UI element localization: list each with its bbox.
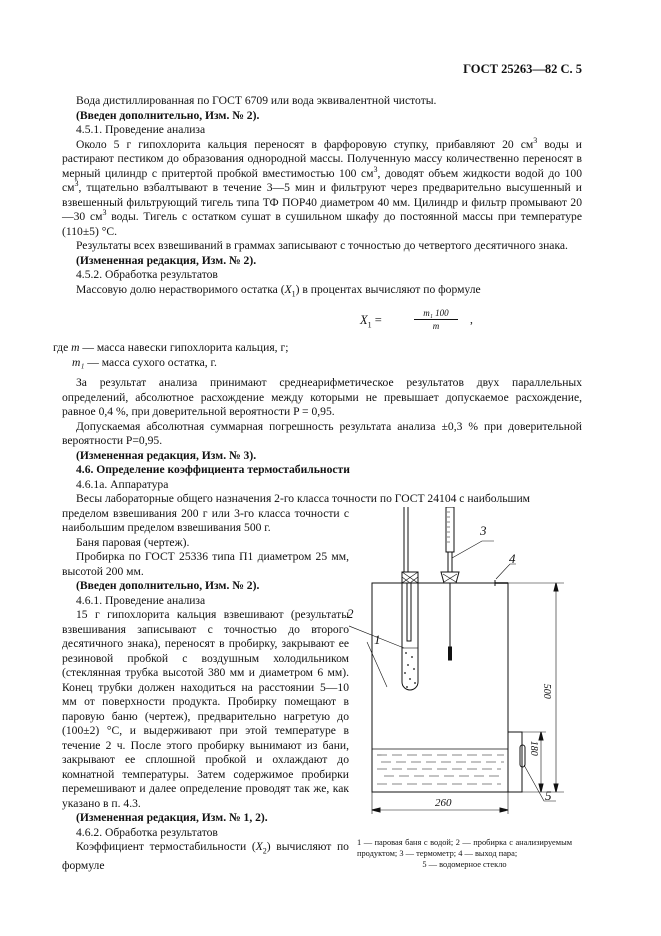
- paragraph: [62, 135, 583, 240]
- text: , тщательно взбалтывают в течение 3—5 мин и фильтруют через предварительно высушенный и взвешенный фильтрующий тигель типа ТФ ПОР40 диаметром 40 мм. Цилиндр и фильтр промывают 20—30 см: [62, 181, 582, 223]
- subscript: 1: [291, 288, 296, 298]
- text: Около 5 г гипохлорита кальция переносят в фарфоровую ступку, прибавляют 20 см: [76, 137, 534, 151]
- dimension-260: 260: [435, 796, 452, 809]
- section-heading: 4.6. Определение коэффициента термостабильности: [76, 463, 350, 477]
- text: Коэффициент термостабильности (: [76, 840, 256, 854]
- text: воды и растирают пестиком до образования однородной массы. Полученную массу количественно переносят в мерный цилиндр с притертой пробкой вместимостью 100 см: [62, 137, 582, 180]
- sub: 1: [367, 320, 372, 330]
- steam-bath-figure: [347, 507, 582, 887]
- thermometer-bulb: [449, 647, 452, 660]
- var: X: [360, 313, 368, 328]
- section-heading: 4.5.2. Обработка результатов: [76, 268, 218, 281]
- paragraph: [62, 283, 582, 302]
- text: ) вычисляют по формуле: [62, 840, 349, 873]
- label-1: 1: [374, 631, 381, 647]
- figure-caption: [357, 837, 572, 870]
- thermometer: [446, 507, 454, 552]
- variable: X: [284, 282, 292, 296]
- label-5: 5: [545, 787, 552, 803]
- numerator: m₁ 100: [414, 307, 458, 320]
- paragraph: Весы лабораторные общего назначения 2-го класса точности по ГОСТ 24104 с наибольшим: [76, 492, 530, 506]
- superscript: 3: [74, 179, 79, 189]
- superscript: 3: [533, 135, 538, 145]
- symbol: m₁: [72, 355, 85, 369]
- legend-row: [53, 341, 582, 356]
- amendment-note: (Измененная редакция, Изм. № 2).: [76, 253, 257, 267]
- section-heading: 4.5.1. Проведение анализа: [76, 123, 206, 136]
- amendment-note: (Измененная редакция, Изм. № 1, 2).: [76, 811, 268, 825]
- text: ) в процентах вычисляют по формуле: [295, 282, 481, 296]
- equals: =: [371, 313, 382, 328]
- subscript: 2: [262, 846, 267, 856]
- amendment-note: (Измененная редакция, Изм. № 3).: [76, 448, 257, 462]
- paragraph: Пробирка по ГОСТ 25336 типа П1 диаметром 25 мм, высотой 200 мм.: [62, 550, 349, 578]
- paragraph: Вода дистиллированная по ГОСТ 6709 или вода эквивалентной чистоты.: [76, 94, 437, 107]
- stopper-3: [441, 572, 459, 583]
- section-heading: 4.6.1а. Аппаратура: [76, 477, 169, 491]
- document-body: [53, 94, 583, 887]
- steam-bath-drawing: [349, 507, 589, 837]
- label-3: 3: [480, 522, 487, 538]
- paragraph: Допускаемая абсолютная суммарная погрешность результата анализа ±0,3 % при доверительной вероятности P=0,95.: [62, 419, 582, 448]
- section-heading: 4.6.1. Проведение анализа: [76, 593, 206, 607]
- caption-line: 5 — водомерное стекло: [422, 859, 507, 869]
- paragraph: пределом взвешивания 200 г или 3-го класса точности с наибольшим пределом взвешивания 500 г.: [62, 506, 349, 535]
- dimension-500: 500: [540, 683, 552, 699]
- amendment-note: (Введен дополнительно, Изм. № 2).: [76, 579, 260, 593]
- text: воды. Тигель с остатком сушат в сушильном шкафу до постоянной массы при температуре (110±5) °С.: [62, 210, 582, 238]
- legend-row: [72, 356, 582, 371]
- label-2: 2: [347, 605, 354, 621]
- text: Массовую долю нерастворимого остатка (: [76, 282, 285, 296]
- symbol-legend: [53, 341, 582, 370]
- superscript: 3: [102, 208, 107, 218]
- dimension-180: 180: [527, 740, 539, 756]
- superscript: 3: [373, 164, 378, 174]
- denominator: m: [432, 321, 440, 332]
- page-header: ГОСТ 25263—82 С. 5: [463, 62, 582, 76]
- label-4: 4: [509, 550, 516, 566]
- amendment-note: (Введен дополнительно, Изм. № 2).: [76, 108, 260, 122]
- fraction: [414, 307, 458, 332]
- symbol: m: [71, 341, 80, 355]
- text: — масса сухого остатка, г.: [84, 355, 217, 369]
- test-tube: [402, 583, 418, 690]
- text: , доводят объем жидкости водой до 100 см: [62, 166, 583, 194]
- paragraph: Результаты всех взвешиваний в граммах записывают с точностью до четвертого десятичного знака.: [76, 239, 568, 252]
- paragraph: За результат анализа принимают среднеарифметическое результатов двух параллельных определений, абсолютное расхождение между которыми не превышает допускаемое расхождение, равное 0,4 %, при доверительной вероятности P = 0,95.: [62, 376, 582, 419]
- formula-x1: [132, 307, 582, 337]
- bath-outline: [372, 583, 508, 792]
- sample-dots: [404, 652, 416, 688]
- variable: X: [255, 840, 263, 854]
- prefix: где: [53, 341, 72, 355]
- paragraph: 15 г гипохлорита кальция взвешивают (результаты взвешивания записывают с точностью до второго десятичного знака), переносят в пробирку, закрывают ее резиновой пробкой с воздушным холодильником (стеклянная трубка высотой 380 мм и диаметром 6 мм). Конец трубки должен находиться на расстоянии 5—10 мм от поверхности продукта. Пробирку помещают в паровую баню (чертеж), предварительно нагретую до (100±2) °С, и выдерживают при этой температуре в течение 2 ч. После этого пробирку вынимают из бани, закрывают ее сплошной пробкой и охлаждают до комнатной температуры. Затем содержимое пробирки перемешивают и далее определение проводят так же, как указано в п. 4.3.: [62, 608, 349, 810]
- paragraph: Баня паровая (чертеж).: [76, 535, 190, 549]
- air-condenser-tube: [407, 583, 411, 641]
- text: — масса навески гипохлорита кальция, г;: [79, 341, 289, 355]
- caption-line: 1 — паровая баня с водой; 2 — пробирка с анализируемым продуктом; 3 — термометр; 4 — выход пара;: [357, 837, 572, 858]
- formula-comma: ,: [470, 313, 473, 327]
- water-hatch: [377, 755, 504, 784]
- formula-lhs: [360, 313, 382, 333]
- section-heading: 4.6.2. Обработка результатов: [76, 825, 218, 839]
